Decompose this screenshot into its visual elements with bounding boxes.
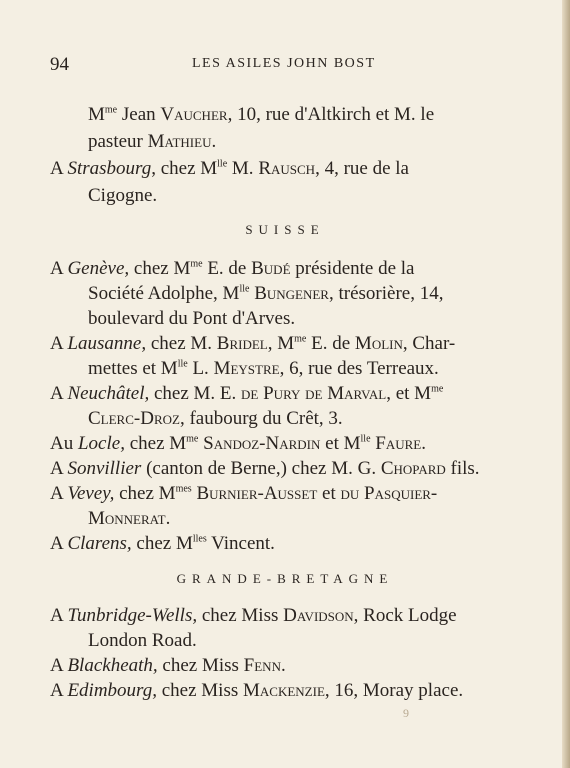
text-line: Société Adolphe, $M^{lle}$ Bungener, trésorière, 14, [88, 283, 444, 304]
running-title: LES ASILES JOHN BOST [192, 56, 376, 71]
text-line: A Genève, chez $M^{me}$ E. de Budé présidente de la [50, 258, 415, 279]
text-line: A Lausanne, chez M. Bridel, $M^{me}$ E. de Molin, Char- [50, 333, 456, 354]
text-line: Clerc-Droz, faubourg du Crêt, 3. [88, 408, 343, 429]
page-edge [562, 0, 570, 768]
section-title-grande-bretagne: GRANDE-BRETAGNE [176, 571, 394, 586]
page-header [50, 54, 550, 76]
text-line: mettes et $M^{lle}$ L. Meystre, 6, rue des Terreaux. [88, 358, 439, 379]
page-mark: 9 [403, 706, 409, 720]
text-line: Monnerat. [88, 508, 171, 529]
text-line: $M^{me}$ Jean Vaucher, 10, rue d'Altkirch et M. le [88, 104, 435, 125]
text-line: Cigogne. [88, 185, 158, 206]
section-title-suisse: SUISSE [245, 222, 325, 237]
text-line: A Sonvillier (canton de Berne,) chez M. G. Chopard fils. [50, 458, 480, 479]
text-line: A Edimbourg, chez Miss Mackenzie, 16, Moray place. [50, 680, 464, 701]
text-line: Au Locle, chez $M^{me}$ Sandoz-Nardin et $M^{lle}$ Faure. [50, 433, 426, 454]
text-line: A Neuchâtel, chez M. E. de Pury de Marval, et $M^{me}$ [50, 383, 444, 404]
text-line: boulevard du Pont d'Arves. [88, 308, 296, 329]
page-number: 94 [50, 54, 69, 75]
text-line: A Vevey, chez $M^{mes}$ Burnier-Ausset et du Pasquier- [50, 483, 438, 504]
text-line: London Road. [88, 630, 197, 651]
text-line: A Tunbridge-Wells, chez Miss Davidson, Rock Lodge [50, 605, 457, 626]
text-line: A Blackheath, chez Miss Fenn. [50, 655, 286, 676]
text-line: pasteur Mathieu. [88, 131, 217, 152]
text-line: A Clarens, chez $M^{lles}$ Vincent. [50, 533, 275, 554]
text-line: A Strasbourg, chez $M^{lle}$ M. Rausch, 4, rue de la [50, 158, 409, 179]
